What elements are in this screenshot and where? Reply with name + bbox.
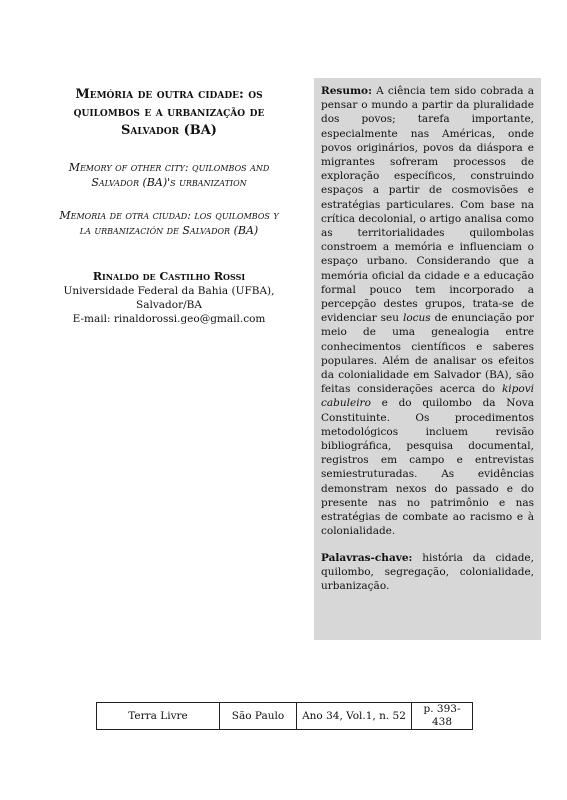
title-block bbox=[55, 86, 283, 326]
article-title: Memória de outra cidade: os quilombos e a urbanização de Salvador (BA) bbox=[73, 87, 265, 138]
keywords-paragraph bbox=[321, 551, 534, 594]
subtitle-spanish: Memoria de otra ciudad: los quilombos y la urbanización de Salvador (BA) bbox=[59, 209, 279, 237]
author-email: E-mail: rinaldorossi.geo@gmail.com bbox=[72, 313, 266, 325]
author-location: Salvador/BA bbox=[136, 299, 202, 311]
abstract-text-2: de enunciação por meio de uma genealogia entre conhecimentos científicos e saberes populares. Além de analisar os efeitos da colonialidade em Salvador (BA), são feitas considerações acerca do bbox=[321, 312, 534, 396]
subtitle-english: Memory of other city: quilombos and Salvador (BA)'s urbanization bbox=[68, 161, 270, 189]
footer-volume: Ano 34, Vol.1, n. 52 bbox=[297, 703, 412, 730]
footer-city: São Paulo bbox=[220, 703, 297, 730]
abstract-text-3: e do quilombo da Nova Constituinte. Os procedimentos metodológicos incluem revisão bibliográfica, pesquisa documental, registros em campo e entrevistas semiestruturadas. As evidências demonstram nexos do passado e do presente nas no patrimônio e nas estratégias de combate ao racismo e à colonialidade. bbox=[321, 397, 534, 538]
abstract-italic-locus: locus bbox=[402, 312, 431, 325]
abstract-label: Resumo: bbox=[321, 85, 372, 97]
footer-journal: Terra Livre bbox=[97, 703, 220, 730]
abstract-box bbox=[314, 78, 541, 640]
citation-row bbox=[97, 703, 473, 730]
footer-pages: p. 393-438 bbox=[412, 703, 473, 730]
abstract-italic-kipovi: kipovi cabuleiro bbox=[321, 383, 534, 410]
keywords-text: história da cidade, quilombo, segregação, colonialidade, urbanização. bbox=[321, 551, 534, 592]
author-affiliation: Universidade Federal da Bahia (UFBA), bbox=[63, 285, 275, 297]
keywords-label: Palavras-chave: bbox=[321, 551, 413, 564]
author-name: Rinaldo de Castilho Rossi bbox=[92, 270, 246, 283]
citation-footer bbox=[96, 702, 473, 730]
abstract-text-1: A ciência tem sido cobrada a pensar o mundo a partir da pluralidade dos povos; tarefa importante, especialmente nas Américas, onde povos originários, povos da diáspora e migrantes sofreram processos de exploração específicos, construindo espaços a partir de cosmovisões e estratégias particulares. Com base na crítica decolonial, o artigo analisa como as territorialidades quilombolas constroem a memória e influenciam o espaço urbano. Considerando que a memória oficial da cidade e a educação formal pouco tem incorporado a percepção destes grupos, trata-se de evidenciar seu bbox=[321, 85, 534, 325]
abstract-paragraph bbox=[321, 84, 534, 539]
